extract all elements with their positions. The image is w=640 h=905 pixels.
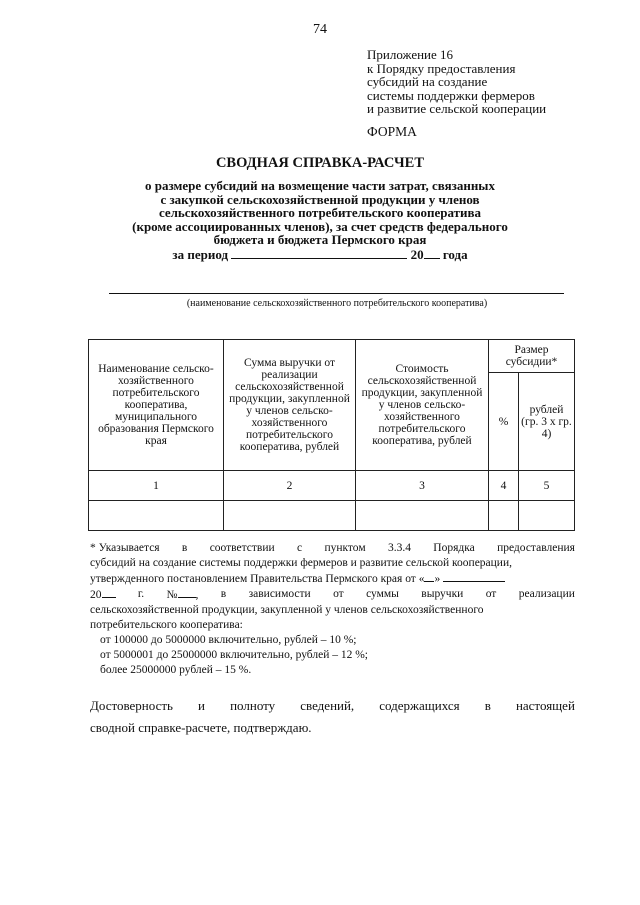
footnote-line: потребительского кооператива: — [90, 619, 243, 631]
appendix-line: к Порядку предоставления — [367, 60, 516, 76]
confirmation-word: сведений, — [300, 698, 355, 713]
cooperative-name-caption: (наименование сельскохозяйственного потребительского кооператива) — [186, 298, 488, 309]
footnote-year: 20 — [90, 587, 116, 603]
footnote-word: зависимости — [248, 588, 311, 600]
year-prefix: 20 — [410, 246, 424, 262]
subtitle-line: о размере субсидий на возмещение части затрат, связанных — [145, 178, 495, 193]
footnote — [90, 541, 575, 678]
footnote-line: субсидий на создание системы поддержки фермеров и развитие сельской кооперации, — [90, 557, 512, 569]
footnote-word: реализации — [518, 588, 575, 600]
month-blank[interactable] — [443, 571, 505, 582]
footnote-word: суммы — [366, 588, 399, 600]
footnote-word: от — [333, 588, 344, 600]
confirmation-word: настоящей — [515, 698, 575, 713]
period-prefix: за период — [172, 246, 229, 262]
subtitle-line: с закупкой сельскохозяйственной продукции у членов — [160, 191, 480, 207]
footnote-text: » — [434, 573, 441, 585]
footnote-word: 3.3.4 — [387, 542, 411, 554]
footnote-word: Порядка — [433, 542, 475, 554]
footnote-word: пунктом — [324, 542, 366, 554]
appendix-block — [367, 48, 546, 116]
period-line — [90, 247, 550, 262]
table-cell-empty[interactable] — [519, 501, 575, 531]
subsidy-table — [88, 339, 575, 531]
footnote-word: предоставления — [497, 542, 575, 554]
column-number: 1 — [89, 471, 224, 501]
document-subtitle — [90, 179, 550, 261]
footnote-number: № , — [166, 589, 199, 601]
footnote-word: с — [297, 542, 303, 554]
footnote-word: в — [220, 588, 227, 600]
year-suffix: года — [442, 246, 468, 262]
confirmation-line: сводной справке-расчете, подтверждаю. — [90, 720, 312, 735]
subtitle-line: (кроме ассоциированных членов), за счет средств федерального — [132, 218, 508, 234]
footnote-line — [90, 571, 575, 587]
footnote-word: соответствии — [209, 542, 275, 554]
confirmation — [90, 695, 575, 739]
footnote-line — [90, 541, 575, 556]
table-cell-empty[interactable] — [89, 501, 224, 531]
header-revenue: Сумма выручки от реализации сельскохозяйственной продукции, закупленной у членов сельско-хозяйственного потребительского кооператива, рублей — [224, 340, 356, 471]
rate-line: от 100000 до 5000000 включительно, рублей – 10 %; — [100, 634, 357, 646]
appendix-line: и развитие сельской кооперации — [367, 101, 547, 116]
column-number: 2 — [224, 471, 356, 501]
footnote-word: в — [181, 542, 188, 554]
cooperative-name-line[interactable] — [109, 293, 564, 294]
subtitle-line: бюджета и бюджета Пермского края — [213, 232, 427, 247]
table-cell-empty[interactable] — [224, 501, 356, 531]
rate-line: более 25000000 рублей – 15 %. — [100, 664, 252, 676]
column-number: 3 — [356, 471, 489, 501]
rate-line: от 5000001 до 25000000 включительно, рублей – 12 %; — [100, 649, 368, 661]
page-number: 74 — [313, 22, 327, 37]
confirmation-word: в — [484, 698, 491, 713]
header-cost: Стоимость сельскохозяйственной продукции, закупленной у членов сельско-хозяйственного потребительского кооператива, рублей — [356, 340, 489, 471]
header-coop-name: Наименование сельско-хозяйственного потребительского кооператива, муниципального образования Пермского края — [89, 340, 224, 471]
footnote-line: сельскохозяйственной продукции, закупленной у членов сельскохозяйственного — [90, 604, 484, 616]
column-number: 4 — [489, 471, 519, 501]
footnote-line — [90, 587, 575, 603]
footnote-word: выручки — [421, 588, 464, 600]
confirmation-word: Достоверность — [90, 698, 173, 713]
footnote-text: утвержденного постановлением Правительства Пермского края от « — [90, 573, 425, 585]
header-subsidy-size: Размер субсидии* — [489, 340, 575, 373]
document-title: СВОДНАЯ СПРАВКА-РАСЧЕТ — [215, 155, 425, 171]
form-label: ФОРМА — [367, 124, 417, 139]
table-cell-empty[interactable] — [489, 501, 519, 531]
appendix-line: системы поддержки фермеров — [367, 87, 535, 103]
header-percent: % — [489, 373, 519, 471]
confirmation-line — [90, 695, 575, 717]
period-blank[interactable] — [231, 247, 407, 259]
confirmation-word: содержащихся — [379, 698, 460, 713]
appendix-line: Приложение 16 — [367, 47, 454, 62]
footnote-word: г. — [137, 588, 145, 600]
day-blank[interactable] — [424, 571, 434, 582]
footnote-word: * Указывается — [90, 542, 160, 554]
column-number: 5 — [519, 471, 575, 501]
confirmation-word: полноту — [230, 698, 276, 713]
footnote-word: от — [485, 588, 497, 600]
appendix-line: субсидий на создание — [367, 74, 488, 89]
subtitle-line: сельскохозяйственного потребительского кооператива — [158, 205, 482, 220]
year-blank[interactable] — [102, 587, 116, 598]
confirmation-word: и — [198, 698, 206, 713]
year-blank[interactable] — [424, 247, 440, 259]
header-rubles: рублей (гр. 3 х гр. 4) — [519, 373, 575, 471]
table-cell-empty[interactable] — [356, 501, 489, 531]
number-blank[interactable] — [178, 587, 196, 598]
